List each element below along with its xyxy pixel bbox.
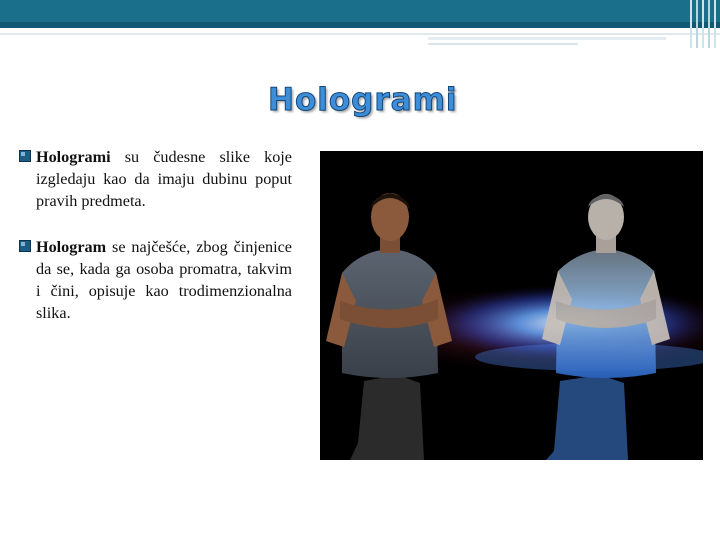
header-right-stripes (688, 0, 720, 48)
header-divider-line (0, 33, 720, 35)
bullet-description: se najčešće, zbog činjenice da se, kada ga osoba promatra, takvim i čini, opisuje kao trodimenzionalna slika. (36, 238, 292, 322)
person-left (326, 193, 452, 460)
slide-title: Hologrami (268, 82, 458, 118)
bullet-item-2 (18, 236, 292, 324)
square-bullet-icon (18, 239, 32, 253)
header-accent-line (428, 37, 666, 40)
bullet-text (36, 236, 292, 324)
bullet-term: Hologram (36, 238, 107, 256)
bullet-list (18, 146, 292, 348)
square-bullet-icon (18, 149, 32, 163)
bullet-item-1 (18, 146, 292, 212)
top-header-band-dark (0, 22, 720, 28)
header-accent-line-short (428, 43, 578, 45)
hologram-photo (320, 151, 703, 460)
person-hologram (542, 194, 670, 460)
bullet-description: su čudesne slike koje izgledaju kao da imaju dubinu poput pravih predmeta. (36, 148, 292, 210)
bullet-term: Hologrami (36, 148, 111, 166)
bullet-text (36, 146, 292, 212)
hologram-illustration (320, 151, 703, 460)
